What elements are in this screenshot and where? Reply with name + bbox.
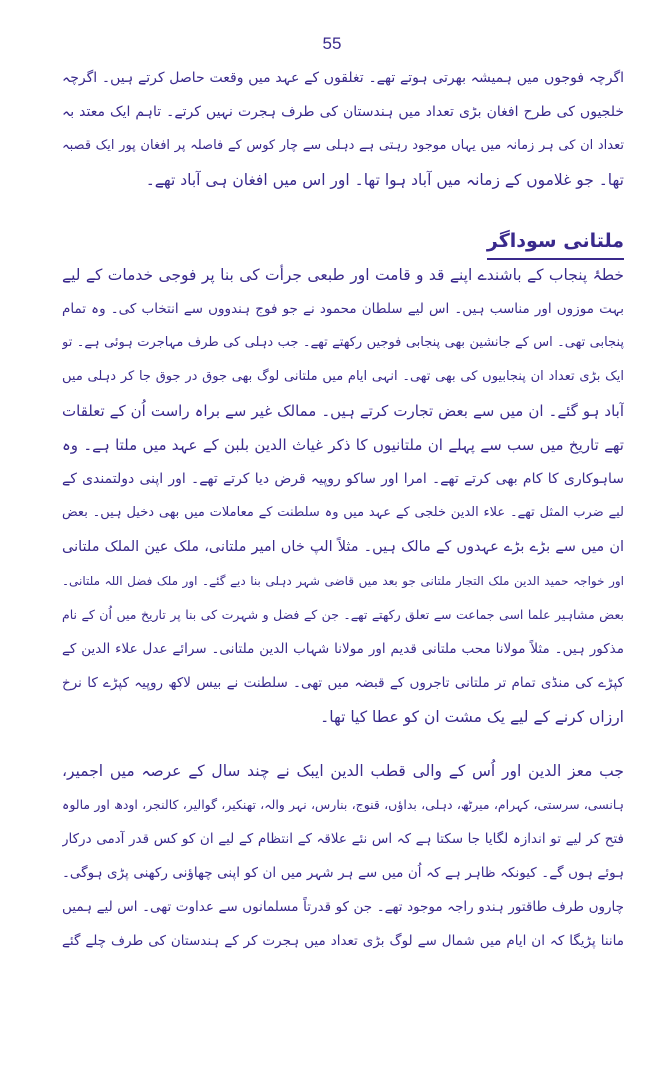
paragraph-afghans xyxy=(62,61,624,197)
text-line: چاروں طرف طاقتور ہندو راجہ موجود تھے۔ جن کو قدرتاً مسلمانوں سے عداوت تھی۔ اس لیے ہمیں xyxy=(62,899,624,915)
text-line: ساہوکاری کا کام بھی کرتے تھے۔ امرا اور ساکو روپیہ قرض دیا کرتے تھے۔ اور اپنی دولتمندی کے xyxy=(62,471,624,487)
text-line: تھے تاریخ میں سب سے پہلے ان ملتانیوں کا ذکر غیاث الدین بلبن کے عہد میں ملتا ہے۔ وہ xyxy=(62,436,624,454)
text-line: ان میں سے بڑے بڑے عہدوں کے مالک ہیں۔ مثلاً الپ خاں امیر ملتانی، ملک عین الملک ملتانی xyxy=(62,539,624,555)
text-line: مذکور ہیں۔ مثلاً مولانا محب ملتانی قدیم اور مولانا شہاب الدین ملتانی۔ سرائے عدل علاء الدین کے xyxy=(62,641,624,657)
text-line: کپڑے کی منڈی تمام تر ملتانی تاجروں کے قبضہ میں تھی۔ سلطنت نے بیس لاکھ روپیہ کپڑے کا نرخ xyxy=(62,675,624,691)
text-line: ارزاں کرنے کے لیے یک مشت ان کو عطا کیا تھا۔ xyxy=(320,708,624,726)
text-line: اگرچہ فوجوں میں ہمیشہ بھرتی ہوتے تھے۔ تغلقوں کے عہد میں وقعت حاصل کرتے ہیں۔ اگرچہ xyxy=(62,70,624,86)
text-line: پنجابی تھی۔ اس کے جانشین بھی پنجابی فوجیں رکھتے تھے۔ جب دہلی کی طرف مہاجرت ہوئی ہے۔ تو xyxy=(62,335,624,350)
page-number: 55 xyxy=(322,34,342,53)
text-line: ہانسی، سرستی، کہرام، میرٹھ، دہلی، بداؤں، قنوج، بنارس، نہر والہ، تھنکیر، گوالیر، کالنجر، اودھ اور مالوہ xyxy=(62,797,624,812)
text-line: لیے ضرب المثل تھے۔ علاء الدین خلجی کے عہد میں وہ سلطنت کے معاملات میں بھی دخیل ہیں۔ بعض xyxy=(62,505,624,520)
text-line: جب معز الدین اور اُس کے والی قطب الدین ایبک نے چند سال کے عرصہ میں اجمیر، xyxy=(62,762,624,780)
paragraph-multani-merchants xyxy=(62,258,624,734)
paragraph-conquests xyxy=(62,754,624,958)
text-line: بعض مشاہیر علما اسی جماعت سے تعلق رکھتے تھے۔ جن کے فضل و شہرت کی بنا پر تاریخ میں اُن کے نام xyxy=(62,607,624,622)
text-line: بہت موزوں اور مناسب ہیں۔ اس لیے سلطان محمود نے جو فوج ہندووں سے انتخاب کی۔ وہ تمام xyxy=(62,301,624,317)
text-line: اور خواجہ حمید الدین ملک التجار ملتانی جو بعد میں قاضی شہر دہلی بنا دیے گئے۔ اور ملک فضل اللہ ملتانی۔ xyxy=(62,574,624,588)
text-line: تھا۔ جو غلاموں کے زمانہ میں آباد ہوا تھا۔ اور اس میں افغان ہی آباد تھے۔ xyxy=(145,171,624,189)
text-line: ایک بڑی تعداد ان پنجابیوں کی بھی تھی۔ انہی ایام میں ملتانی لوگ بھی جوق در جوق جا کر دہلی میں xyxy=(62,369,624,384)
text-line: آباد ہو گئے۔ ان میں سے بعض تجارت کرتے ہیں۔ ممالک غیر سے براہ راست اُن کے تعلقات xyxy=(62,402,624,420)
text-line: ماننا پڑیگا کہ ان ایام میں شمال سے لوگ بڑی تعداد میں ہجرت کر کے ہندستان کی طرف چلے گئے xyxy=(62,933,624,949)
text-line: فتح کر لیے تو اندازہ لگایا جا سکتا ہے کہ اس نئے علاقہ کے انتظام کے لیے ان کو کس قدر آدمی درکار xyxy=(62,831,624,847)
text-line: خطۂ پنجاب کے باشندے اپنے قد و قامت اور طبعی جرأت کی بنا پر فوجی خدمات کے لیے xyxy=(62,266,624,284)
section-heading: ملتانی سوداگر xyxy=(487,224,624,260)
text-line: ہوئے ہوں گے۔ کیونکہ ظاہر ہے کہ اُن میں سے ہر شہر میں ان کو اپنی چھاؤنی رکھنی پڑی ہوگی۔ xyxy=(62,865,624,881)
text-line: خلجیوں کی طرح افغان بڑی تعداد میں ہندستان کی طرف ہجرت نہیں کرتے۔ تاہم ایک معتد بہ xyxy=(62,104,624,120)
text-line: تعداد ان کی ہر زمانہ میں یہاں موجود رہتی ہے دہلی سے چار کوس کے فاصلہ پر افغان پور ایک قصبہ xyxy=(62,138,624,153)
